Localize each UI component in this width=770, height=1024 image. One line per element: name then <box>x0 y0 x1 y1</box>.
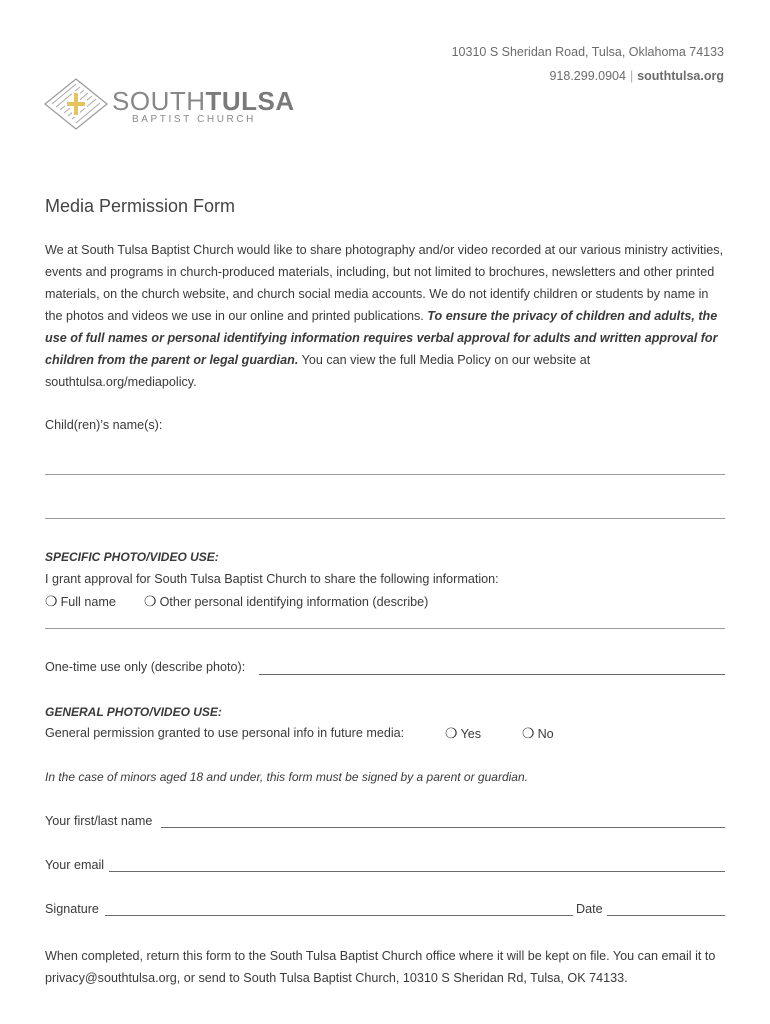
other-info-label: Other personal identifying information (describe) <box>159 595 429 609</box>
grant-approval-text: I grant approval for South Tulsa Baptist Church to share the following information: <box>45 572 499 586</box>
children-names-line-2[interactable] <box>45 518 725 519</box>
diamond-cross-icon <box>44 78 108 130</box>
general-permission-text: General permission granted to use personal info in future media: <box>45 726 405 740</box>
intro-paragraph <box>45 239 725 393</box>
church-website-link[interactable]: southtulsa.org <box>637 69 724 83</box>
no-option[interactable] <box>522 725 554 742</box>
radio-icon[interactable]: ❍ <box>45 593 58 609</box>
one-time-use-line[interactable] <box>259 674 725 675</box>
radio-icon[interactable]: ❍ <box>144 593 157 609</box>
date-line[interactable] <box>607 915 725 916</box>
intro-text-2: You can view the full Media Policy on our website at southtulsa.org/mediapolicy. <box>45 353 591 389</box>
signature-label: Signature <box>45 902 99 916</box>
other-info-option[interactable] <box>144 593 428 610</box>
no-label: No <box>537 727 554 741</box>
one-time-use-label: One-time use only (describe photo): <box>45 660 246 674</box>
contact-separator: | <box>629 69 634 83</box>
contact-line <box>549 69 724 83</box>
children-names-line-1[interactable] <box>45 474 725 475</box>
church-phone: 918.299.0904 <box>549 69 626 83</box>
yes-label: Yes <box>460 727 482 741</box>
name-label: Your first/last name <box>45 814 153 828</box>
name-line[interactable] <box>161 827 725 828</box>
form-title: Media Permission Form <box>45 196 236 216</box>
children-names-label: Child(ren)’s name(s): <box>45 418 163 432</box>
church-address: 10310 S Sheridan Road, Tulsa, Oklahoma 74133 <box>451 45 724 59</box>
radio-icon[interactable]: ❍ <box>445 725 458 741</box>
signature-line[interactable] <box>105 915 573 916</box>
logo-wordmark <box>112 86 295 117</box>
email-label: Your email <box>45 858 105 872</box>
full-name-option[interactable] <box>45 593 116 610</box>
logo-word-south: SOUTH <box>112 86 206 116</box>
full-name-label: Full name <box>60 595 116 609</box>
intro-emphasis: To ensure the privacy of children and adults, the use of full names or personal identifying information requires verbal approval for adults and written approval for children from the parent or legal guardian. <box>45 309 718 367</box>
intro-text-1: We at South Tulsa Baptist Church would like to share photography and/or video recorded at our various ministry activities, events and programs in church-produced materials, including, but not limited to brochures, newsletters and other printed materials, on the church website, and church social media accounts. We do not identify children or students by name in the photos and videos we use in our online and printed publications. <box>45 243 724 323</box>
email-line[interactable] <box>109 871 725 872</box>
specific-use-heading: SPECIFIC PHOTO/VIDEO USE: <box>45 550 219 564</box>
logo-word-tulsa: TULSA <box>205 86 295 116</box>
other-info-line[interactable] <box>45 628 725 629</box>
logo-subtitle: BAPTIST CHURCH <box>132 114 257 125</box>
yes-option[interactable] <box>445 725 481 742</box>
general-use-heading: GENERAL PHOTO/VIDEO USE: <box>45 705 222 719</box>
radio-icon[interactable]: ❍ <box>522 725 535 741</box>
return-instructions: When completed, return this form to the South Tulsa Baptist Church office where it will be kept on file. You can email it to privacy@southtulsa.org, or send to South Tulsa Baptist Church, 10310 S Sheridan Rd, Tulsa, OK 74133. <box>45 949 716 985</box>
date-label: Date <box>576 902 603 916</box>
minors-note: In the case of minors aged 18 and under, this form must be signed by a parent or guardian. <box>45 770 528 784</box>
